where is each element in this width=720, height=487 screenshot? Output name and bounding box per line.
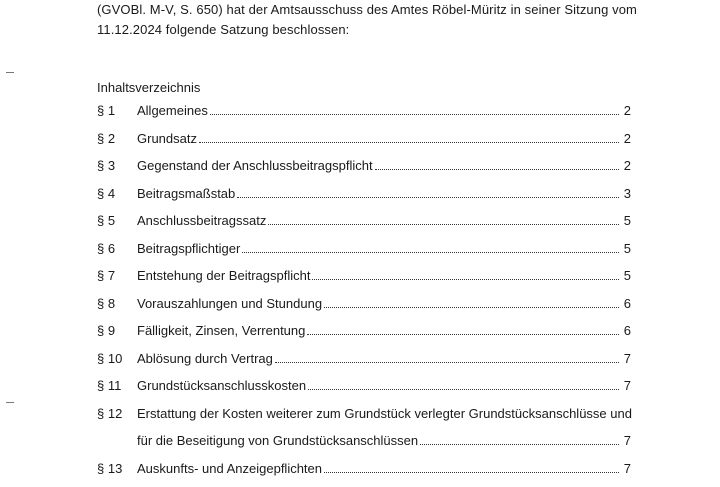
- toc-section-number: § 12: [97, 405, 137, 423]
- toc-entry-9: [97, 322, 631, 350]
- toc-section-number: § 13: [97, 460, 137, 478]
- toc-page-number: 5: [621, 240, 631, 258]
- toc-section-number: § 7: [97, 267, 137, 285]
- toc-heading: Inhaltsverzeichnis: [97, 79, 200, 97]
- toc-entry-8: [97, 295, 631, 323]
- toc-page-number: 7: [621, 377, 631, 395]
- toc-entry-12: [97, 405, 631, 460]
- toc-section-number: § 10: [97, 350, 137, 368]
- toc-entry-13: [97, 460, 631, 487]
- toc-page-number: 5: [621, 212, 631, 230]
- toc-page-number: 7: [621, 350, 631, 368]
- toc-dot-leader: [308, 377, 619, 390]
- toc-section-title: Beitragsmaßstab: [137, 185, 235, 203]
- toc-section-number: § 8: [97, 295, 137, 313]
- table-of-contents: [97, 102, 631, 487]
- toc-page-number: 6: [621, 322, 631, 340]
- toc-page-number: 5: [621, 267, 631, 285]
- toc-page-number: 2: [621, 157, 631, 175]
- margin-mark: [6, 72, 14, 73]
- toc-entry-3: [97, 157, 631, 185]
- toc-section-title: Grundstücksanschlusskosten: [137, 377, 306, 395]
- toc-section-title: Auskunfts- und Anzeigepflichten: [137, 460, 322, 478]
- toc-dot-leader: [199, 130, 619, 143]
- toc-section-number: § 4: [97, 185, 137, 203]
- intro-line-1: (GVOBl. M-V, S. 650) hat der Amtsausschuss des Amtes Röbel-Müritz in seiner Sitzung vom: [97, 0, 657, 20]
- intro-paragraph: [97, 0, 657, 40]
- toc-dot-leader: [312, 267, 619, 280]
- toc-page-number: 2: [621, 130, 631, 148]
- toc-entry-5: [97, 212, 631, 240]
- toc-section-number: § 2: [97, 130, 137, 148]
- toc-section-number: § 6: [97, 240, 137, 258]
- toc-dot-leader: [268, 212, 619, 225]
- toc-dot-leader: [375, 157, 619, 170]
- toc-dot-leader: [275, 350, 619, 363]
- toc-dot-leader: [307, 322, 619, 335]
- toc-page-number: 3: [621, 185, 631, 203]
- toc-page-number: 2: [621, 102, 631, 120]
- toc-section-number: § 11: [97, 377, 137, 395]
- toc-entry-7: [97, 267, 631, 295]
- toc-dot-leader: [237, 185, 619, 198]
- toc-section-title: Erstattung der Kosten weiterer zum Grundstück verlegter Grundstücksanschlüsse und: [137, 405, 632, 423]
- toc-entry-4: [97, 185, 631, 213]
- toc-section-number: § 5: [97, 212, 137, 230]
- toc-entry-2: [97, 130, 631, 158]
- toc-dot-leader: [324, 460, 619, 473]
- toc-page-number: 7: [621, 432, 631, 450]
- toc-section-title-continued: für die Beseitigung von Grundstücksanschlüssen: [137, 432, 418, 450]
- toc-page-number: 6: [621, 295, 631, 313]
- toc-section-title: Anschlussbeitragssatz: [137, 212, 266, 230]
- toc-section-number: § 1: [97, 102, 137, 120]
- toc-entry-11: [97, 377, 631, 405]
- toc-dot-leader: [420, 432, 619, 445]
- toc-section-title: Gegenstand der Anschlussbeitragspflicht: [137, 157, 373, 175]
- toc-section-title: Entstehung der Beitragspflicht: [137, 267, 310, 285]
- toc-section-title: Ablösung durch Vertrag: [137, 350, 273, 368]
- toc-section-title: Beitragspflichtiger: [137, 240, 240, 258]
- toc-section-title: Vorauszahlungen und Stundung: [137, 295, 322, 313]
- toc-section-title: Allgemeines: [137, 102, 208, 120]
- intro-line-2: 11.12.2024 folgende Satzung beschlossen:: [97, 20, 657, 40]
- toc-entry-6: [97, 240, 631, 268]
- toc-dot-leader: [210, 102, 619, 115]
- margin-mark: [6, 402, 14, 403]
- toc-entry-1: [97, 102, 631, 130]
- toc-section-number: § 3: [97, 157, 137, 175]
- toc-entry-10: [97, 350, 631, 378]
- toc-section-title: Grundsatz: [137, 130, 197, 148]
- toc-section-number: § 9: [97, 322, 137, 340]
- toc-page-number: 7: [621, 460, 631, 478]
- toc-dot-leader: [242, 240, 619, 253]
- toc-section-title: Fälligkeit, Zinsen, Verrentung: [137, 322, 305, 340]
- toc-dot-leader: [324, 295, 619, 308]
